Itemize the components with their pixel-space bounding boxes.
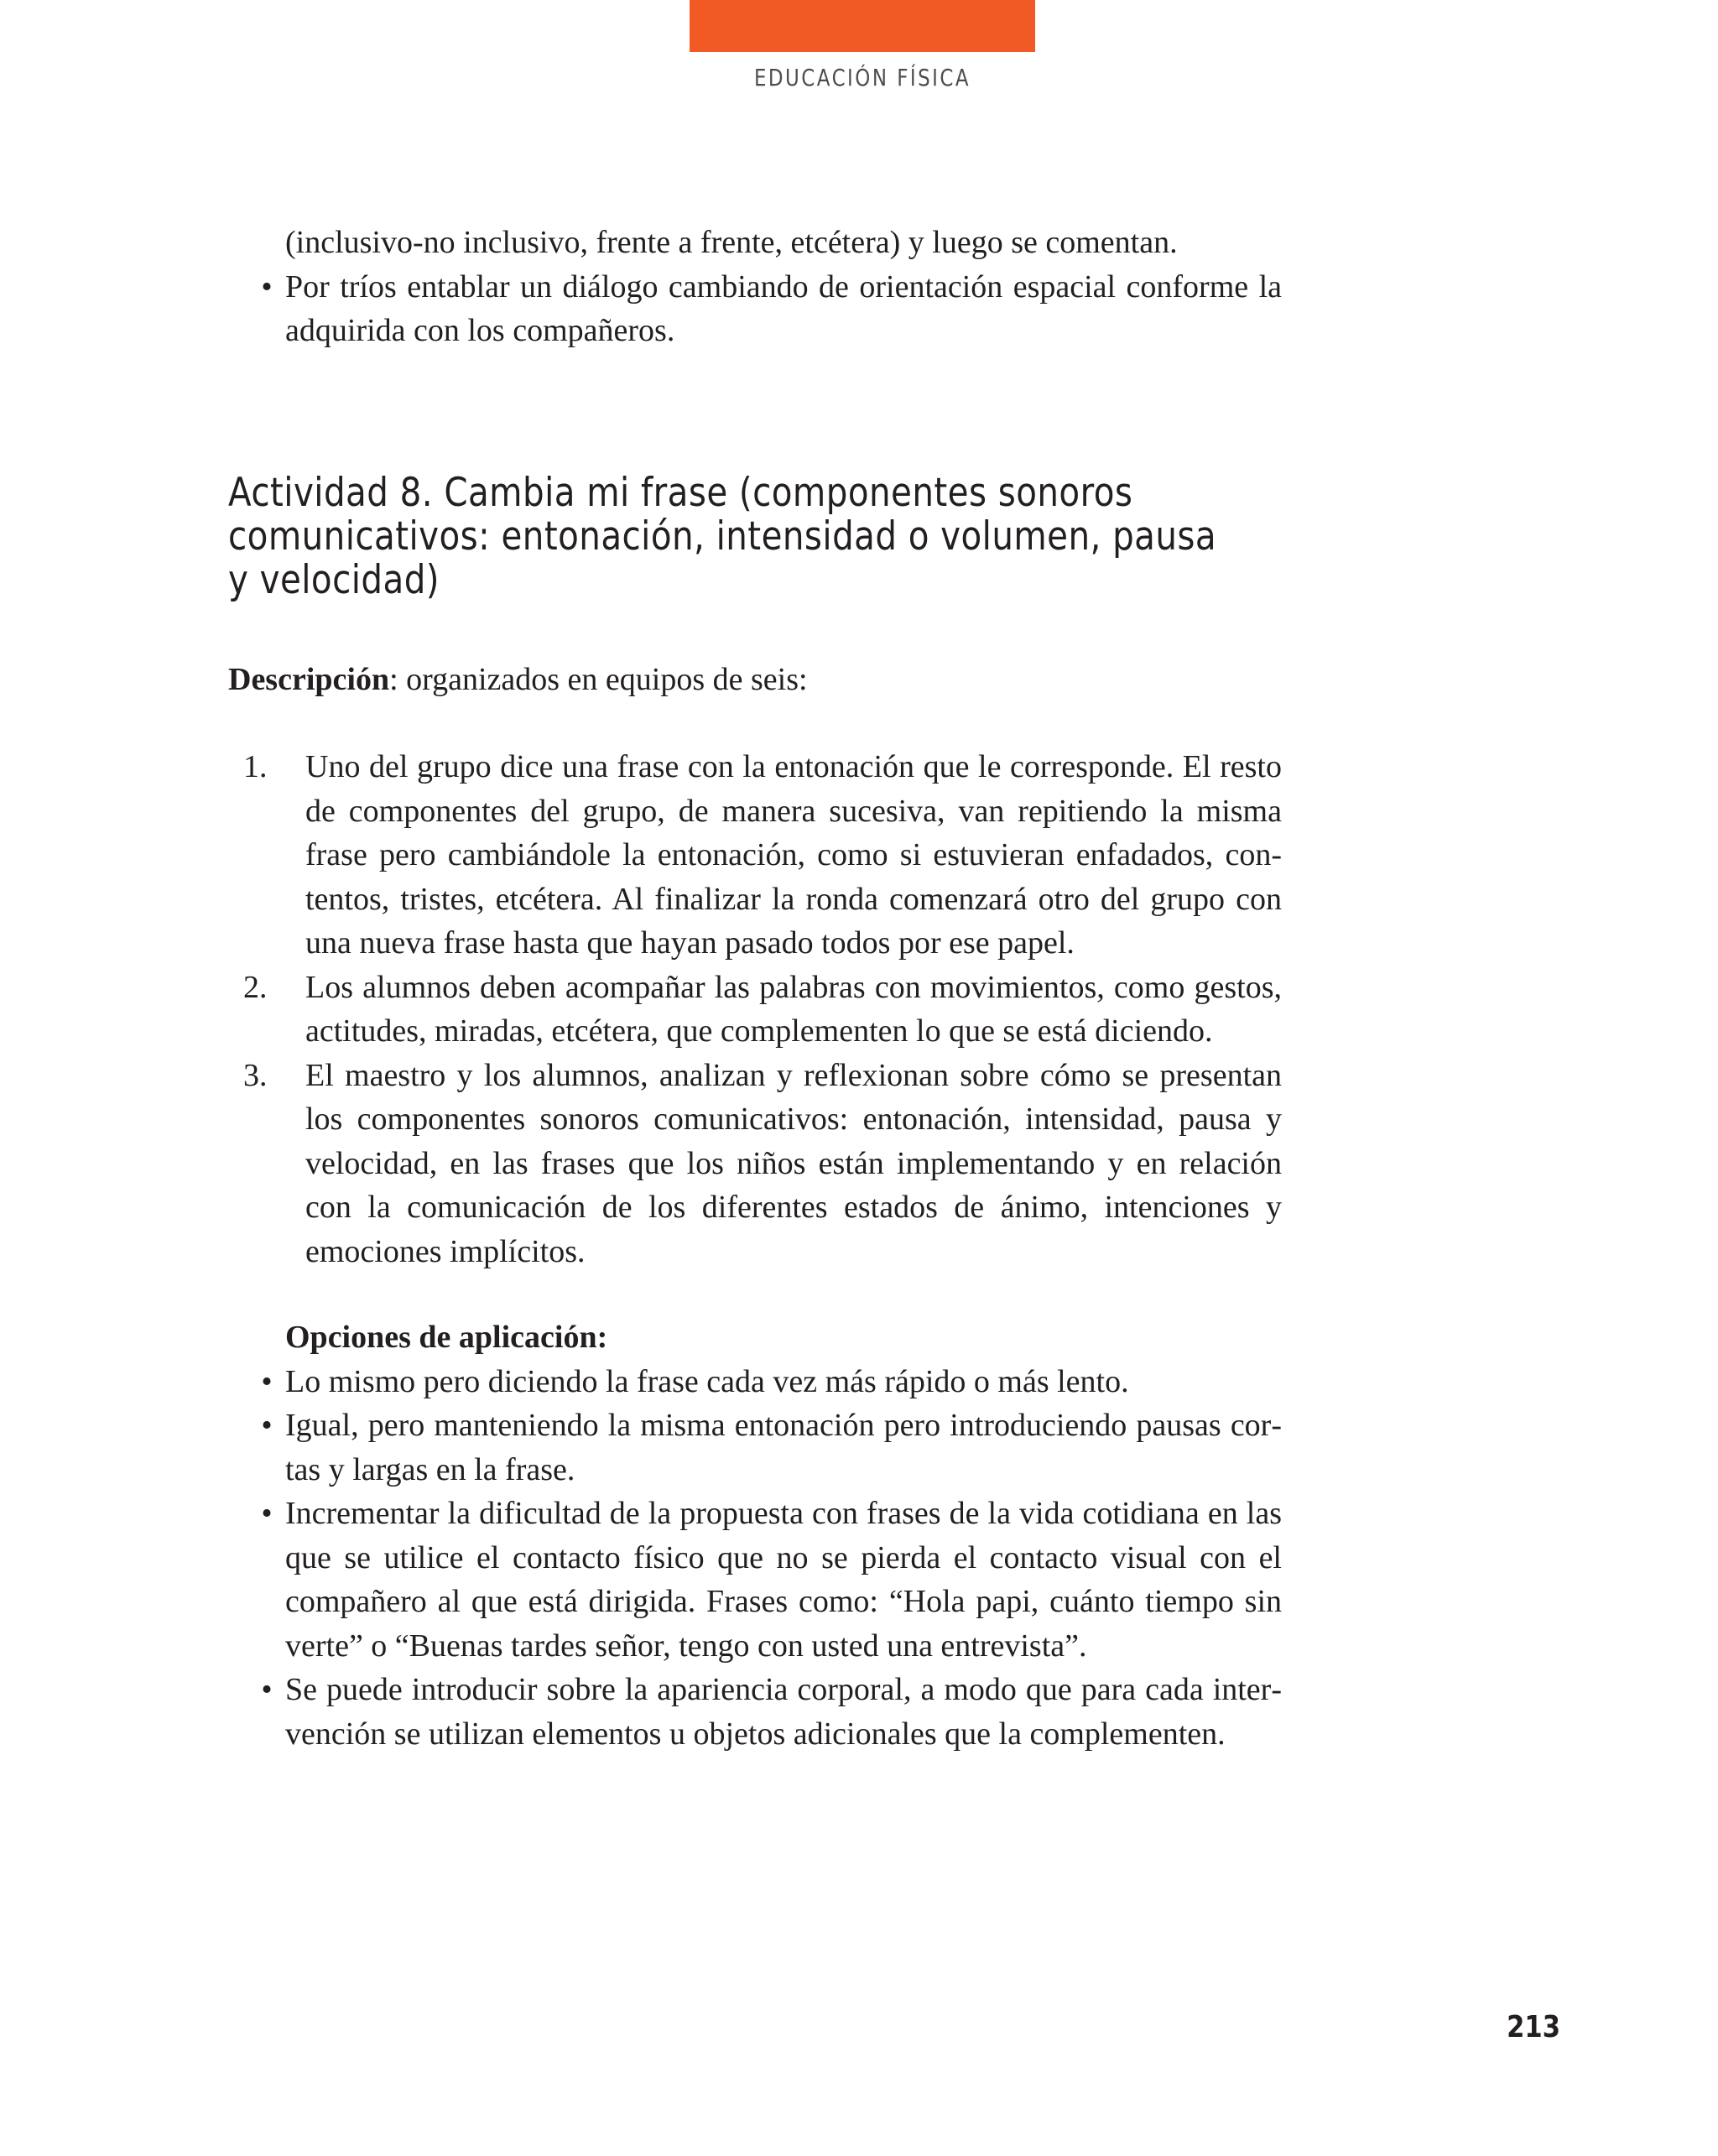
steps-list	[228, 745, 1282, 1273]
list-item	[228, 966, 1282, 1054]
bullet-icon: •	[261, 268, 273, 305]
continued-text	[228, 221, 1282, 353]
option-text: Se puede introducir sobre la apariencia corporal, a modo que para cada intervención se utilizan elementos u objetos adicionales que la complementen.	[285, 1672, 1282, 1752]
step-text: El maestro y los alumnos, analizan y reflexionan sobre cómo se presentan los componentes sonoros comunicativos: entonación, intensidad, pausa y velocidad, en las frases que los niños están implementando y en relación con la comunicación de los diferentes estados de ánimo, intenciones y emociones implícitos.	[305, 1057, 1282, 1269]
header-accent-bar	[690, 0, 1035, 52]
continued-line: (inclusivo-no inclusivo, frente a frente, etcétera) y luego se comentan.	[285, 225, 1178, 260]
step-number: 3.	[243, 1057, 268, 1093]
list-item	[228, 1668, 1282, 1756]
description-label: Descripción	[228, 662, 390, 697]
heading-line: Actividad 8. Cambia mi frase (componentes sonoros	[228, 470, 1133, 516]
bullet-icon: •	[261, 1408, 273, 1443]
option-text: Incrementar la dificultad de la propuesta con frases de la vida cotidiana en las que se utilice el contacto físico que no se pierda el contacto visual con el compañero al que está dirigida. Frases como: “Hola papi, cuánto tiempo sin verte” o “Buenas tardes señor, tengo con usted una entrevista”.	[285, 1496, 1282, 1664]
description-text: : organizados en equipos de seis:	[389, 662, 808, 697]
bullet-icon: •	[261, 1496, 273, 1531]
step-text: Uno del grupo dice una frase con la entonación que le corresponde. El resto de componentes del grupo, de manera sucesiva, van repitiendo la misma frase pero cambiándole la entonación, como si estuvieran enfadados, contentos, tristes, etcétera. Al finalizar la ronda comenzará otro del grupo con una nueva frase hasta que hayan pasado todos por ese papel.	[305, 749, 1282, 961]
continued-bullet-list	[228, 265, 1282, 353]
step-number: 2.	[243, 969, 268, 1005]
bullet-text: Por tríos entablar un diálogo cambiando de orientación espacial conforme la adquirida con los compañeros.	[285, 268, 1282, 348]
option-text: Lo mismo pero diciendo la frase cada vez más rápido o más lento.	[285, 1363, 1129, 1399]
bullet-icon: •	[261, 1363, 273, 1399]
options-list	[228, 1360, 1282, 1757]
list-item	[228, 1360, 1282, 1404]
step-number: 1.	[243, 749, 268, 784]
heading-line: y velocidad)	[228, 557, 440, 603]
bullet-icon: •	[261, 1672, 273, 1707]
list-item	[228, 745, 1282, 966]
list-item	[228, 1492, 1282, 1668]
application-options	[228, 1315, 1282, 1756]
running-head: EDUCACIÓN FÍSICA	[753, 64, 971, 91]
list-item	[228, 1403, 1282, 1492]
heading-line: comunicativos: entonación, intensidad o volumen, pausa	[228, 513, 1217, 560]
activity-heading	[228, 470, 1217, 603]
list-item	[228, 265, 1282, 353]
option-text: Igual, pero manteniendo la misma entonación pero introduciendo pausas cortas y largas en la frase.	[285, 1408, 1282, 1487]
step-text: Los alumnos deben acompañar las palabras con movimientos, como gestos, actitudes, miradas, etcétera, que complementen lo que se está diciendo.	[305, 969, 1282, 1049]
page-number: 213	[1507, 2010, 1560, 2044]
options-title: Opciones de aplicación:	[285, 1320, 608, 1355]
description	[228, 658, 1282, 702]
list-item	[228, 1054, 1282, 1274]
